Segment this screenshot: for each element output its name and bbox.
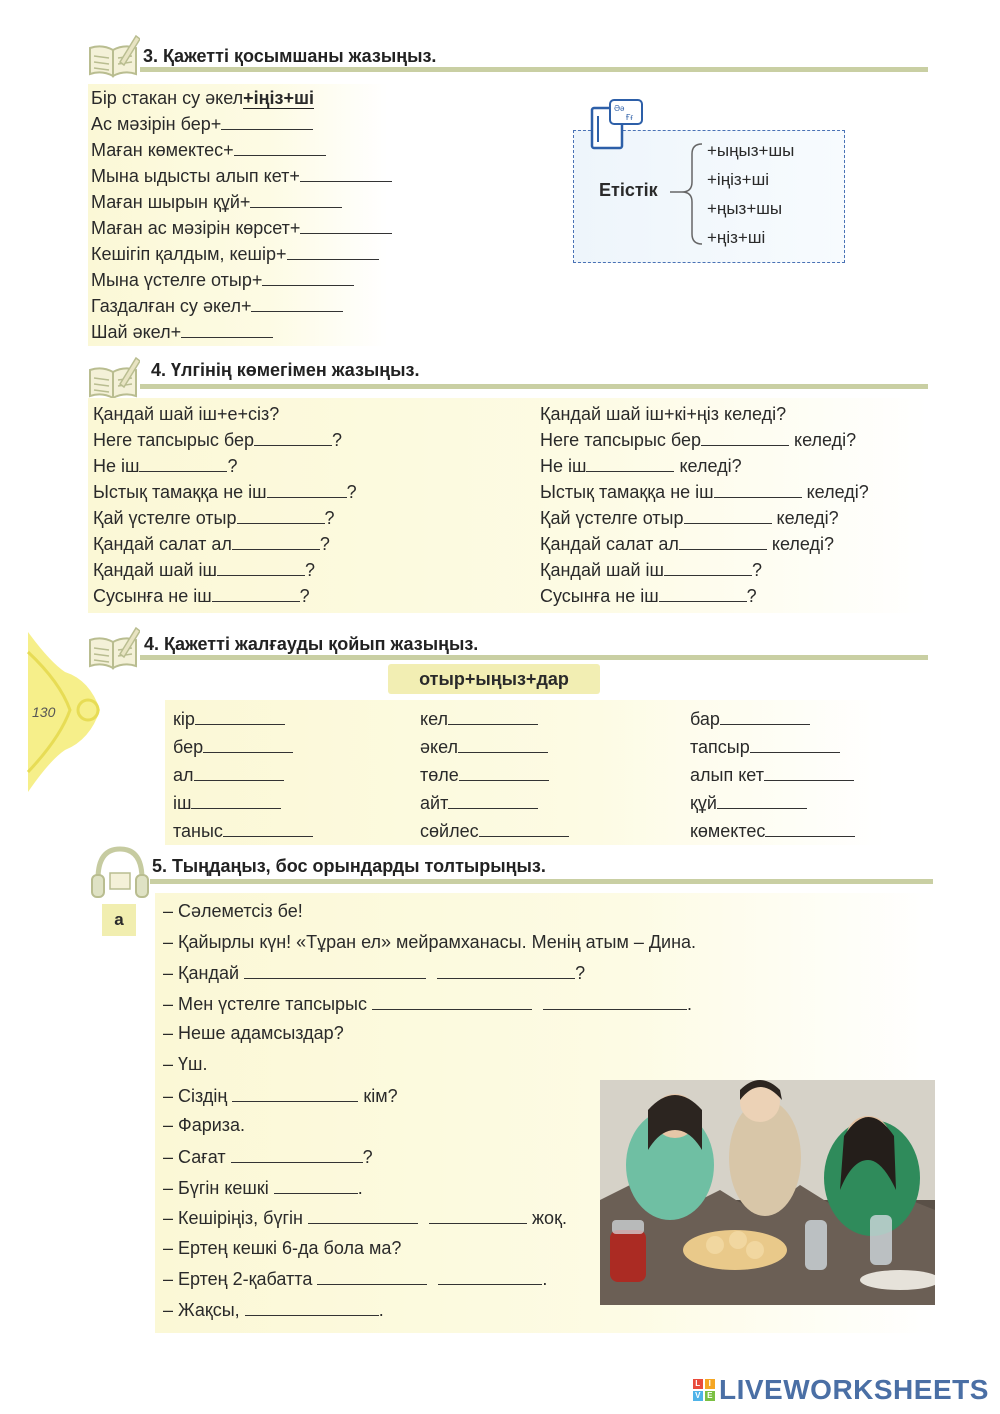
liveworksheets-logo[interactable] xyxy=(693,1374,989,1406)
suffix-option: +ыңыз+шы xyxy=(707,141,795,160)
answer-blank[interactable] xyxy=(217,559,305,576)
answer-blank[interactable] xyxy=(701,429,789,446)
dialogue-line: – Бүгін кешкі . xyxy=(163,1178,363,1198)
answer-blank[interactable] xyxy=(195,708,285,725)
brace-connector xyxy=(668,140,708,248)
answer-blank[interactable] xyxy=(181,321,273,338)
answer-blank[interactable] xyxy=(287,243,379,260)
answer-blank[interactable] xyxy=(300,217,392,234)
section3-item: Маған ас мәзірін көрсет+ xyxy=(91,217,392,239)
section4a-left-item: Қандай шай іш ? xyxy=(93,560,315,580)
verb-item: тапсыр xyxy=(690,736,840,758)
verb-item: айт xyxy=(420,792,538,814)
dialogue-line: – Қандай ? xyxy=(163,963,586,983)
answer-blank[interactable] xyxy=(659,585,747,602)
verb-item: бар xyxy=(690,708,810,730)
section4a-right-example: Қандай шай іш+кі+ңіз келеді? xyxy=(540,404,787,424)
dialogue-line: – Үш. xyxy=(163,1054,208,1074)
answer-blank[interactable] xyxy=(245,1299,379,1316)
verb-item: бер xyxy=(173,736,293,758)
open-book-pencil-icon xyxy=(88,626,140,670)
section4a-heading: 4. Үлгінің көмегімен жазыңыз. xyxy=(151,360,420,380)
alphabet-book-icon xyxy=(588,98,644,152)
section3-item: Шай әкел+ xyxy=(91,321,273,343)
dialogue-line: – Қайырлы күн! «Тұран ел» мейрамханасы. Менің атым – Дина. xyxy=(163,932,697,952)
section4a-right-item: Неге тапсырыс бер келеді? xyxy=(540,430,857,450)
dialogue-line: – Сағат ? xyxy=(163,1147,373,1167)
answer-blank[interactable] xyxy=(750,736,840,753)
answer-blank[interactable] xyxy=(586,455,674,472)
verb-item: іш xyxy=(173,792,281,814)
answer-blank[interactable] xyxy=(300,165,392,182)
answer-blank[interactable] xyxy=(664,559,752,576)
section4a-left-item: Ыстық тамаққа не іш ? xyxy=(93,482,357,502)
dialogue-line: – Сәлеметсіз бе! xyxy=(163,901,303,921)
section4a-left-item: Сусынға не іш ? xyxy=(93,586,310,606)
section3-item: Газдалған су әкел+ xyxy=(91,295,343,317)
verb-item: кір xyxy=(173,708,285,730)
answer-blank[interactable] xyxy=(139,455,227,472)
dialogue-line: – Мен үстелге тапсырыс . xyxy=(163,994,693,1014)
answer-blank[interactable] xyxy=(231,1146,363,1163)
verb-item: таныс xyxy=(173,820,313,842)
verb-item: кел xyxy=(420,708,538,730)
example-suffix: +іңіз+ші xyxy=(243,88,314,108)
answer-blank[interactable] xyxy=(203,736,293,753)
answer-blank[interactable] xyxy=(720,708,810,725)
section4a-right-item: Қай үстелге отыр келеді? xyxy=(540,508,839,528)
suffix-option: +ңыз+шы xyxy=(707,199,783,218)
answer-blank[interactable] xyxy=(429,1207,527,1224)
answer-blank[interactable] xyxy=(223,820,313,837)
verb-item: алып кет xyxy=(690,764,854,786)
verb-item: көмектес xyxy=(690,820,855,842)
section4b-heading: 4. Қажетті жалғауды қойып жазыңыз. xyxy=(144,634,479,654)
dialogue-line: – Неше адамсыздар? xyxy=(163,1023,344,1043)
section3-item: Кешігіп қалдым, кешір+ xyxy=(91,243,379,265)
section4a-right-item: Қандай салат ал келеді? xyxy=(540,534,835,554)
section4a-left-item: Қандай салат ал ? xyxy=(93,534,330,554)
answer-blank[interactable] xyxy=(254,429,332,446)
answer-blank[interactable] xyxy=(262,269,354,286)
dialogue-badge: а xyxy=(102,904,136,936)
verb-item: әкел xyxy=(420,736,548,758)
answer-blank[interactable] xyxy=(274,1177,358,1194)
answer-blank[interactable] xyxy=(717,792,807,809)
answer-blank[interactable] xyxy=(684,507,772,524)
section4a-right-item: Сусынға не іш ? xyxy=(540,586,757,606)
answer-blank[interactable] xyxy=(458,736,548,753)
verb-item: төле xyxy=(420,764,549,786)
answer-blank[interactable] xyxy=(714,481,802,498)
answer-blank[interactable] xyxy=(438,1268,542,1285)
logo-text: LIVEWORKSHEETS xyxy=(719,1374,989,1405)
section4a-right-item: Ыстық тамаққа не іш келеді? xyxy=(540,482,869,502)
answer-blank[interactable] xyxy=(212,585,300,602)
answer-blank[interactable] xyxy=(765,820,855,837)
dialogue-line: – Ертең 2-қабатта . xyxy=(163,1269,548,1289)
dialogue-line: – Ертең кешкі 6-да бола ма? xyxy=(163,1238,402,1258)
infobox-label: Етістік xyxy=(599,180,658,200)
answer-blank[interactable] xyxy=(459,764,549,781)
section4a-left-item: Қай үстелге отыр ? xyxy=(93,508,335,528)
open-book-pencil-icon xyxy=(88,356,140,400)
section3-item: Маған көмектес+ xyxy=(91,139,326,161)
answer-blank[interactable] xyxy=(308,1207,418,1224)
answer-blank[interactable] xyxy=(543,993,687,1010)
open-book-pencil-icon xyxy=(88,34,140,78)
answer-blank[interactable] xyxy=(250,191,342,208)
section4a-left-item: Неге тапсырыс бер ? xyxy=(93,430,343,450)
dialogue-line: – Кешіріңіз, бүгін жоқ. xyxy=(163,1208,567,1228)
section4a-left-item: Не іш ? xyxy=(93,456,238,476)
section5-rule xyxy=(150,879,933,884)
page-number: 130 xyxy=(32,704,56,720)
answer-blank[interactable] xyxy=(191,792,281,809)
answer-blank[interactable] xyxy=(232,1085,358,1102)
suffix-option: +ңіз+ші xyxy=(707,228,766,247)
section3-item: Мына үстелге отыр+ xyxy=(91,269,354,291)
section4a-right-item: Не іш келеді? xyxy=(540,456,742,476)
answer-blank[interactable] xyxy=(679,533,767,550)
answer-blank[interactable] xyxy=(267,481,347,498)
suffix-option: +іңіз+ші xyxy=(707,170,770,189)
answer-blank[interactable] xyxy=(244,962,426,979)
headphones-icon xyxy=(90,843,150,901)
answer-blank[interactable] xyxy=(234,139,326,156)
section4a-rule xyxy=(140,384,928,389)
section4a-left-example: Қандай шай іш+е+сіз? xyxy=(93,404,280,424)
suffix-pill: отыр+ыңыз+дар xyxy=(388,664,600,694)
dialogue-line: – Жақсы, . xyxy=(163,1300,384,1320)
answer-blank[interactable] xyxy=(372,993,532,1010)
answer-blank[interactable] xyxy=(194,764,284,781)
section4a-right-item: Қандай шай іш ? xyxy=(540,560,762,580)
verb-item: сөйлес xyxy=(420,820,569,842)
answer-blank[interactable] xyxy=(237,507,325,524)
section5-heading: 5. Тыңдаңыз, бос орындарды толтырыңыз. xyxy=(152,856,546,876)
icon-text-bottom: Ғғ xyxy=(626,113,634,122)
section4b-rule xyxy=(140,655,928,660)
answer-blank[interactable] xyxy=(448,708,538,725)
restaurant-photo xyxy=(600,1080,935,1305)
answer-blank[interactable] xyxy=(448,792,538,809)
verb-item: ал xyxy=(173,764,284,786)
section3-item: Маған шырын құй+ xyxy=(91,191,342,213)
answer-blank[interactable] xyxy=(317,1268,427,1285)
logo-mark-icon: L I V E xyxy=(693,1379,715,1401)
section3-rule xyxy=(140,67,928,72)
dialogue-line: – Фариза. xyxy=(163,1115,246,1135)
dialogue-line: – Сіздің кім? xyxy=(163,1086,398,1106)
example-prefix: Бір стакан су әкел xyxy=(91,88,244,108)
section3-item: Ас мәзірін бер+ xyxy=(91,113,313,135)
section3-heading: 3. Қажетті қосымшаны жазыңыз. xyxy=(143,46,437,66)
answer-blank[interactable] xyxy=(764,764,854,781)
answer-blank[interactable] xyxy=(232,533,320,550)
section3-item: Мына ыдысты алып кет+ xyxy=(91,165,392,187)
answer-blank[interactable] xyxy=(437,962,575,979)
answer-blank[interactable] xyxy=(479,820,569,837)
answer-blank[interactable] xyxy=(221,113,313,130)
answer-blank[interactable] xyxy=(251,295,343,312)
verb-item: құй xyxy=(690,792,807,814)
section3-example xyxy=(91,87,314,109)
icon-text-top: Әә xyxy=(614,104,625,113)
